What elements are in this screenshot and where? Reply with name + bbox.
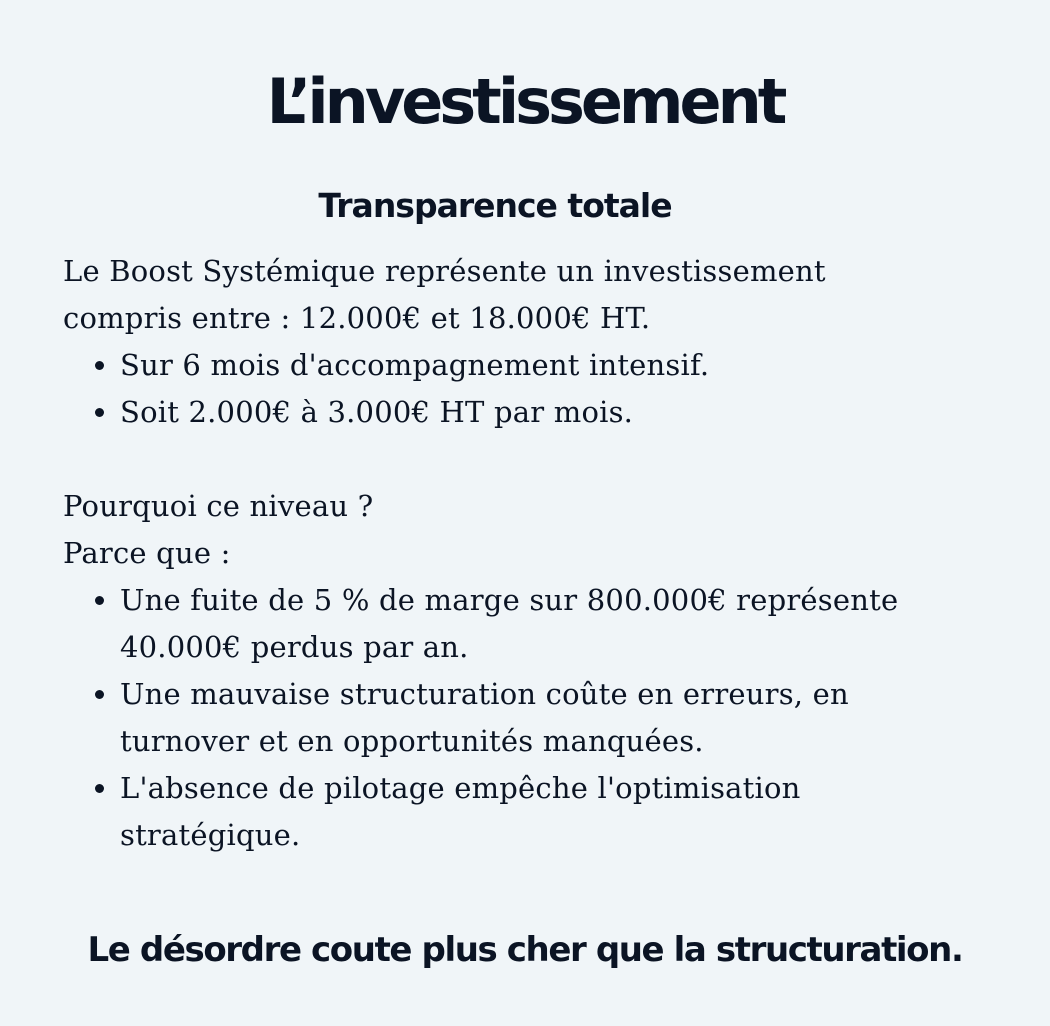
intro-line-1: Le Boost Systémique représente un investissement xyxy=(63,254,826,288)
list-item: • Une fuite de 5 % de marge sur 800.000€ représente 40.000€ perdus par an. xyxy=(120,577,963,671)
list-item: • Soit 2.000€ à 3.000€ HT par mois. xyxy=(120,389,963,436)
spacer xyxy=(63,436,963,483)
content-body xyxy=(63,248,963,859)
list-item: • Sur 6 mois d'accompagnement intensif. xyxy=(120,342,963,389)
intro-bullet-list xyxy=(63,342,963,436)
page-title: L’investissement xyxy=(266,65,784,138)
intro-line-2: compris entre : 12.000€ et 18.000€ HT. xyxy=(63,301,651,335)
conclusion-statement: Le désordre coute plus cher que la structuration. xyxy=(87,930,963,970)
reasons-list xyxy=(63,577,963,859)
list-item: • Une mauvaise structuration coûte en erreurs, en turnover et en opportunités manquées. xyxy=(120,671,963,765)
list-item: • L'absence de pilotage empêche l'optimisation stratégique. xyxy=(120,765,963,859)
section-subtitle: Transparence totale xyxy=(318,186,672,225)
why-heading: Pourquoi ce niveau ? xyxy=(63,489,374,523)
because-label: Parce que : xyxy=(63,536,231,570)
